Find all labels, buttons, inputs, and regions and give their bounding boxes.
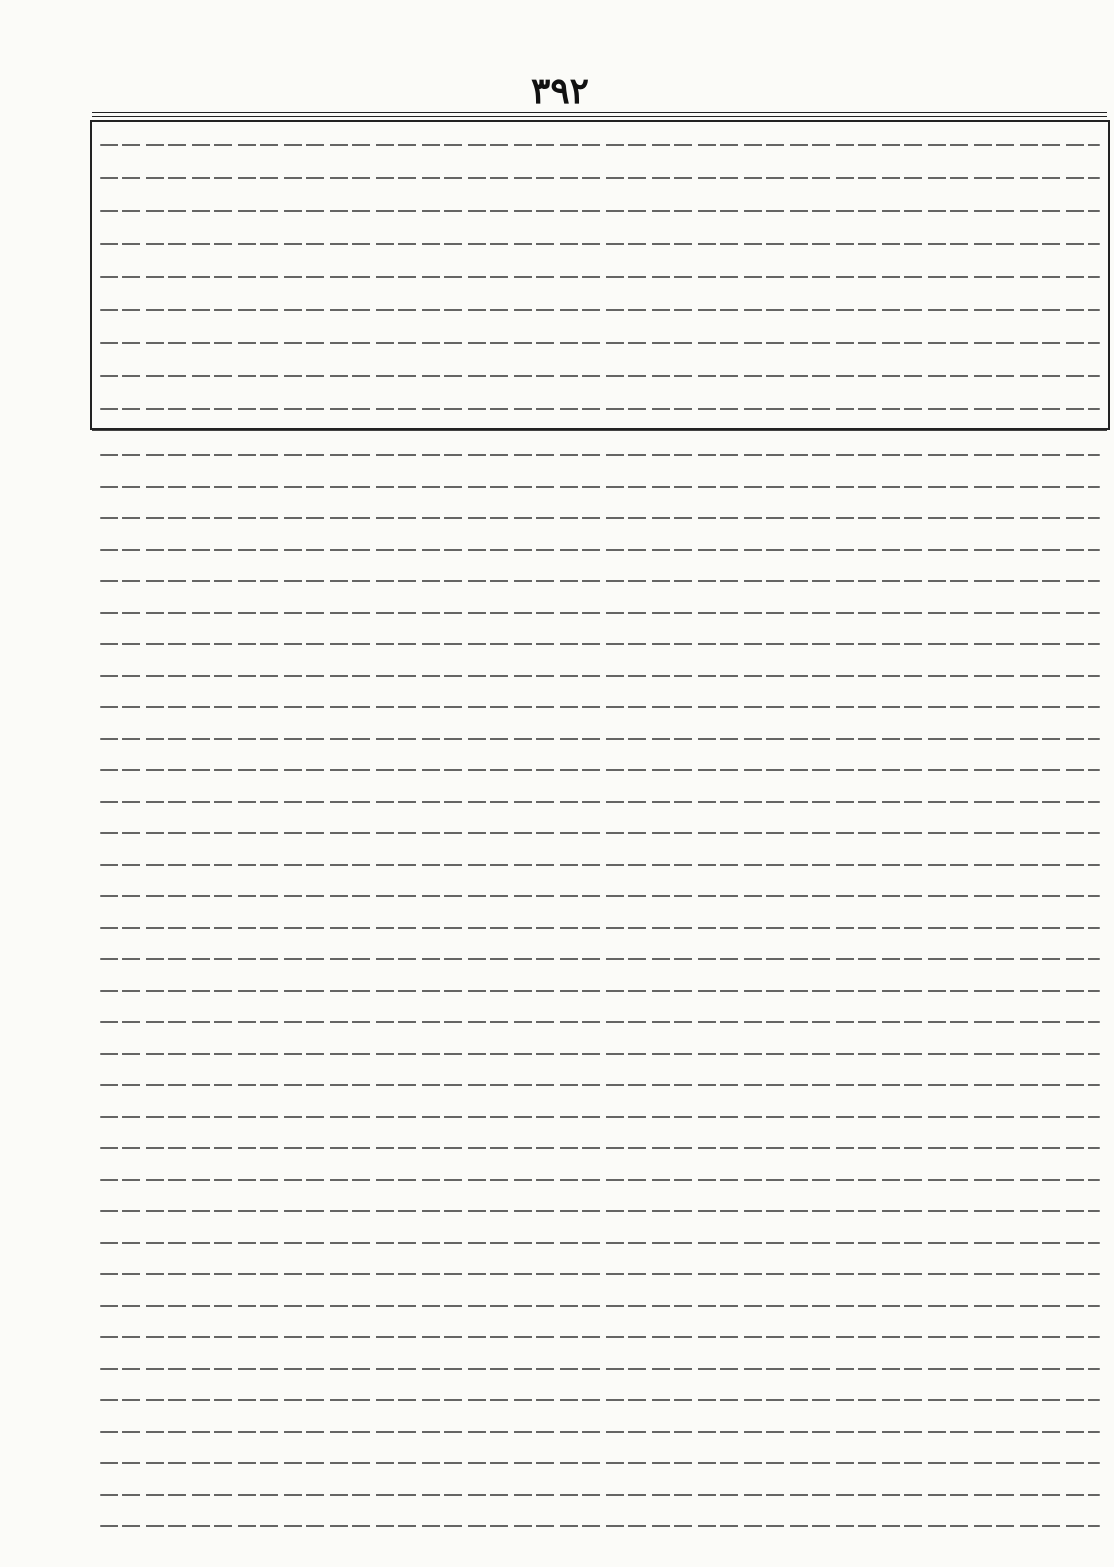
commentary-line [100,1068,1100,1094]
running-header-right [960,82,1045,106]
main-text-line [100,260,1100,286]
commentary-line [100,690,1100,716]
script-stroke [100,675,1100,677]
script-stroke [100,1053,1100,1055]
script-stroke [100,738,1100,740]
commentary-line [100,1163,1100,1189]
script-stroke [100,1399,1100,1401]
script-stroke [100,1368,1100,1370]
script-stroke [100,454,1100,456]
commentary-line [100,1509,1100,1535]
script-stroke [100,1021,1100,1023]
main-text-line [100,194,1100,220]
script-stroke [100,486,1100,488]
commentary-line [100,1320,1100,1346]
main-text-line [100,392,1100,418]
commentary-line [100,533,1100,559]
header-rule [92,112,1107,113]
commentary-line [100,1005,1100,1031]
script-stroke [100,1462,1100,1464]
script-stroke [100,1431,1100,1433]
commentary-line [100,753,1100,779]
script-stroke [100,1242,1100,1244]
commentary-line [100,1194,1100,1220]
commentary-line [100,1383,1100,1409]
commentary-line [100,942,1100,968]
commentary-divider [92,430,1107,431]
main-text-line [100,227,1100,253]
script-stroke [100,309,1100,311]
commentary-line [100,564,1100,590]
script-stroke [100,895,1100,897]
script-stroke [100,1210,1100,1212]
commentary-line [100,501,1100,527]
script-stroke [100,375,1100,377]
commentary-line [100,1289,1100,1315]
script-stroke [100,1084,1100,1086]
commentary-line [100,1226,1100,1252]
script-stroke [100,276,1100,278]
script-stroke [100,177,1100,179]
commentary-line [100,1037,1100,1063]
commentary-line [100,596,1100,622]
script-stroke [100,1525,1100,1527]
script-stroke [100,801,1100,803]
commentary-line [100,438,1100,464]
commentary-line [100,1352,1100,1378]
commentary-line [100,1415,1100,1441]
script-stroke [100,210,1100,212]
header-rule-secondary [92,116,1107,117]
main-text-line [100,128,1100,154]
script-stroke [100,1494,1100,1496]
script-stroke [100,927,1100,929]
commentary-line [100,1446,1100,1472]
page-number: ٣٩٢ [530,70,589,112]
script-stroke [100,144,1100,146]
script-stroke [100,958,1100,960]
script-stroke [100,408,1100,410]
script-stroke [100,549,1100,551]
commentary-line [100,1100,1100,1126]
script-stroke [100,643,1100,645]
commentary-line [100,816,1100,842]
script-stroke [100,243,1100,245]
commentary-line [100,627,1100,653]
script-stroke [100,1116,1100,1118]
script-stroke [100,1273,1100,1275]
commentary-line [100,1131,1100,1157]
script-stroke [100,1147,1100,1149]
script-stroke [100,580,1100,582]
script-stroke [100,1305,1100,1307]
commentary-line [100,911,1100,937]
script-stroke [100,769,1100,771]
commentary-line [100,1478,1100,1504]
script-stroke [100,517,1100,519]
commentary-line [100,722,1100,748]
main-text-line [100,359,1100,385]
commentary-line [100,659,1100,685]
commentary-line [100,974,1100,1000]
script-stroke [100,990,1100,992]
script-stroke [100,342,1100,344]
main-text-line [100,293,1100,319]
running-header-left [95,82,245,106]
main-text-line [100,161,1100,187]
commentary-line [100,785,1100,811]
script-stroke [100,832,1100,834]
script-stroke [100,864,1100,866]
commentary-line [100,1257,1100,1283]
commentary-line [100,848,1100,874]
script-stroke [100,1336,1100,1338]
main-text-line [100,326,1100,352]
script-stroke [100,706,1100,708]
script-stroke [100,612,1100,614]
commentary-line [100,470,1100,496]
commentary-line [100,879,1100,905]
script-stroke [100,1179,1100,1181]
